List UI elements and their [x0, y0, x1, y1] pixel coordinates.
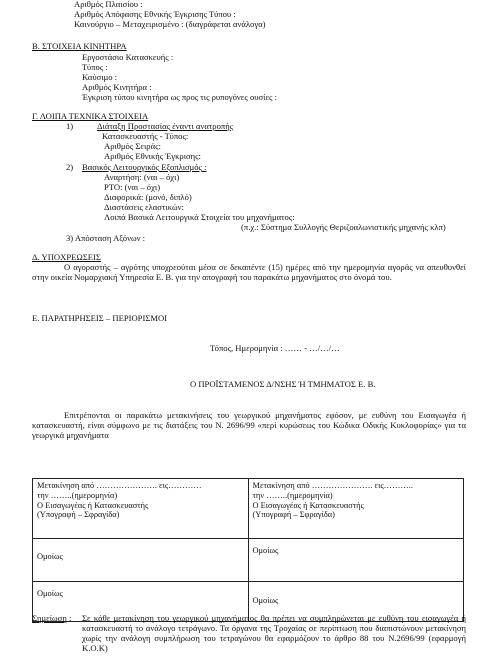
top-lines	[74, 0, 266, 30]
note-label	[32, 614, 71, 624]
engine-factory-line: Εργοστάσιο Κατασκευής :	[82, 52, 174, 62]
note-label-text: Σημείωση	[32, 613, 67, 623]
signature-stamp-line: (Υπογραφή – Σφραγίδα)	[37, 510, 120, 520]
head-of-department-title: Ο ΠΡΟΪΣΤΑΜΕΝΟΣ Δ/ΝΣΗΣ Ή ΤΜΗΜΑΤΟΣ Ε. Β.	[190, 379, 376, 389]
item1-lines	[102, 132, 201, 162]
rops-approval-line: Αριθμός Εθνικής Έγκρισης:	[104, 151, 201, 161]
similar-cell[interactable]	[33, 539, 249, 582]
transfer-cell-right[interactable]	[248, 479, 464, 539]
rops-serial-line: Αριθμός Σειράς:	[104, 141, 161, 151]
chassis-number-line: Αριθμός Πλαισίου :	[74, 0, 143, 9]
transfer-date-line: την ……..(ημερομηνία)	[37, 490, 118, 500]
other-equipment-line: Λοιπά Βασικά Λειτουργικά Στοιχεία του μηχανήματος:	[104, 212, 295, 222]
section-b-title: Β. ΣΤΟΙΧΕΙΑ ΚΙΝΗΤΗΡΑ	[32, 41, 127, 51]
engine-number-line: Αριθμός Κινητήρα :	[82, 82, 152, 92]
transfer-cell-left[interactable]	[33, 479, 249, 539]
item3-axle-distance: 3) Απόσταση Αξόνων :	[66, 233, 146, 243]
obligations-text: Ο αγοραστής – αγρότης υποχρεούται μέσα σε δεκαπέντε (15) ημέρες από την ημερομηνία αγοράς να απευθυνθεί στην οικεία Νομαρχιακή Υπηρεσία Ε. Β. για την απογραφή του παρακάτω μηχανήματος στο όνομά του.	[32, 262, 466, 282]
transfer-date-line: την ……..(ημερομηνία)	[252, 490, 333, 500]
fuel-line: Καύσιμο :	[82, 72, 118, 82]
item2-title: Βασικός Λειτουργικός Εξοπλισμός :	[82, 162, 207, 172]
type-approval-line: Αριθμός Απόφασης Εθνικής Έγκρισης Τύπου :	[74, 9, 236, 19]
new-used-line: Καινούργιο – Μεταχειρισμένο : (διαγράφεται ανάλογα)	[74, 19, 266, 29]
pto-line: PTO: (ναι – όχι)	[104, 182, 161, 192]
emissions-approval-line: Έγκριση τύπου κινητήρα ως προς τις ρυπογόνες ουσίες :	[82, 92, 277, 102]
similar-label: Ομοίως	[252, 596, 279, 605]
note-text: Σε κάθε μετακίνηση του γεωργικού μηχανήματος θα πρέπει να συμπληρώνεται με ευθύνη του εισαγωγέα ή κατασκευαστή το ανάλογο τετράγωνο. Τα όργανα της Τροχαίας σε περίπτωση που διαπιστώνουν μετακίνηση χωρίς την ανάλογη συμπλήρωση του τετραγώνου θα εφαρμόζουν το άρθρο 88 του Ν.2696/99 (εφαρμογή Κ.Ο.Κ)	[82, 613, 466, 653]
item2-number: 2)	[66, 162, 74, 172]
transfer-table	[32, 478, 464, 622]
similar-label: Ομοίως	[37, 552, 63, 561]
similar-label: Ομοίως	[37, 589, 63, 598]
table-row	[33, 479, 464, 539]
similar-label: Ομοίως	[252, 546, 279, 555]
engine-type-line: Τύπος :	[82, 62, 108, 72]
transfer-permission-text: Επιτρέπονται οι παρακάτω μετακινήσεις του γεωργικού μηχανήματος εφόσον, με ευθύνη του Εισαγωγέα ή κατασκευαστή, είναι σύμφωνο με τις διατάξεις του Ν. 2696/99 «περί κυρώσεως του Κώδικα Οδικής Κυκλοφορίας» για τα γεωργικά μηχανήματα	[32, 410, 466, 440]
note-label-sep: :	[66, 613, 72, 623]
transfer-from-to-line: Μετακίνηση από …………………. εις………..	[252, 481, 413, 490]
table-row	[33, 539, 464, 582]
section-e-title: Ε. ΠΑΡΑΤΗΡΗΣΕΙΣ – ΠΕΡΙΟΡΙΣΜΟΙ	[32, 313, 168, 323]
item1-number: 1)	[66, 121, 74, 131]
item2-example: (π.χ.: Σύστημα Συλλογής Θεριζοαλωνιστικής μηχανής κλπ)	[241, 222, 446, 232]
tyre-dimensions-line: Διαστάσεις ελαστικών:	[104, 202, 184, 212]
section-b-lines	[82, 53, 277, 103]
importer-line: Ο Εισαγωγέας ή Κατασκευαστής	[252, 500, 364, 510]
similar-cell[interactable]	[248, 539, 464, 582]
item2-lines	[104, 173, 295, 223]
suspension-line: Αναρτήση: (ναι – όχι)	[104, 172, 180, 182]
rops-manufacturer-line: Κατασκευαστής - Τύπος:	[102, 131, 189, 141]
section-c-title: Γ. ΛΟΙΠΑ ΤΕΧΝΙΚΑ ΣΤΟΙΧΕΙΑ	[32, 111, 149, 121]
transfer-from-to-line: Μετακίνηση από …………………. εις…………	[37, 481, 202, 490]
section-d-title: Δ. ΥΠΟΧΡΕΩΣΕΙΣ	[32, 252, 101, 262]
importer-line: Ο Εισαγωγέας ή Κατασκευαστής	[37, 500, 149, 510]
item1-title: Διάταξη Προστασίας έναντι ανατροπής	[97, 121, 234, 131]
differential-line: Διαφορικά: (μονό, διπλό)	[104, 192, 192, 202]
signature-stamp-line: (Υπογραφή – Σφραγίδα)	[252, 510, 335, 520]
place-date-line: Τόπος, Ημερομηνία : …… - …/…/…	[210, 343, 340, 353]
